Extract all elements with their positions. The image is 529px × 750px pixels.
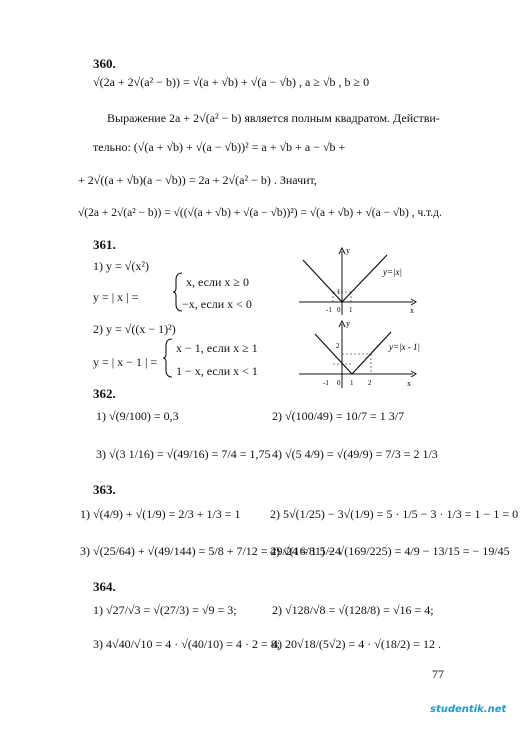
graph2-x-axis: x <box>407 379 411 388</box>
p360-identity: √(2a + 2√(a² − b)) = √(a + √b) + √(a − √b) , a ≥ √b , b ≥ 0 <box>93 75 370 89</box>
p363-expr-1: 1) √(4/9) + √(1/9) = 2/3 + 1/3 = 1 <box>80 507 241 521</box>
graph-abs-x-minus-1 <box>295 318 420 390</box>
graph2-tick-1: 1 <box>350 379 354 387</box>
p364-expr-4: 4) 20√18/(5√2) = 4 · √(18/2) = 12 . <box>272 637 441 651</box>
graph-abs-x <box>295 245 420 317</box>
graph1-tick-0: 0 <box>337 306 341 314</box>
problem-360-number: 360. <box>93 56 116 71</box>
p362-expr-1: 1) √(9/100) = 0,3 <box>96 409 179 423</box>
problem-362-number: 362. <box>93 386 116 401</box>
graph1-label: y=|x| <box>383 267 403 277</box>
p363-expr-3: 3) √(25/64) + √(49/144) = 5/8 + 7/12 = 29/24 = 1 5/24 <box>80 544 341 558</box>
graph2-y-axis: y <box>346 319 350 328</box>
p361-case1a: x, если x ≥ 0 <box>186 275 249 289</box>
problem-364-number: 364. <box>93 579 116 594</box>
problem-361-number: 361. <box>93 237 116 252</box>
graph1-x-axis: x <box>410 306 414 315</box>
p360-proof-2: + 2√((a + √b)(a − √b)) = 2a + 2√(a² − b) . Значит, <box>78 173 317 187</box>
graph2-tick-0: 0 <box>337 379 341 387</box>
p364-expr-2: 2) √128/√8 = √(128/8) = √16 = 4; <box>272 603 434 617</box>
p363-expr-4: 4) √(16/81) − √(169/225) = 4/9 − 13/15 = − 19/45 <box>270 544 510 558</box>
p362-expr-2: 2) √(100/49) = 10/7 = 1 3/7 <box>272 409 405 423</box>
graph2-tick-2: 2 <box>368 379 372 387</box>
p360-statement: Выражение 2a + 2√(a² − b) является полным квадратом. Действи- <box>107 111 440 125</box>
graph2-ytick: 2 <box>336 342 340 350</box>
p362-expr-3: 3) √(3 1/16) = √(49/16) = 7/4 = 1,75 <box>96 447 271 461</box>
graph2-tick-neg1: -1 <box>323 379 329 387</box>
p361-case2b: 1 − x, если x < 1 <box>176 364 258 378</box>
graph1-tick-1: 1 <box>349 306 353 314</box>
p361-part1-def: y = | x | = <box>93 290 139 304</box>
page-number: 77 <box>432 667 444 681</box>
p363-expr-2: 2) 5√(1/25) − 3√(1/9) = 5 · 1/5 − 3 · 1/3 = 1 − 1 = 0 <box>270 507 519 521</box>
p361-case2a: x − 1, если x ≥ 1 <box>176 341 258 355</box>
p360-proof-1: тельно: (√(a + √b) + √(a − √b))² = a + √b + a − √b + <box>93 140 346 154</box>
p364-expr-3: 3) 4√40/√10 = 4 · √(40/10) = 4 · 2 = 8; <box>93 637 281 651</box>
p362-expr-4: 4) √(5 4/9) = √(49/9) = 7/3 = 2 1/3 <box>272 447 438 461</box>
p361-case1b: −x, если x < 0 <box>182 297 252 311</box>
problem-363-number: 363. <box>93 482 116 497</box>
graph1-ytick: 1 <box>337 288 341 296</box>
watermark: studentik.net <box>430 704 507 715</box>
p361-part1: 1) y = √(x²) <box>93 259 149 273</box>
graph1-tick-neg1: -1 <box>326 306 332 314</box>
p361-part2: 2) y = √((x − 1)²) <box>93 322 176 336</box>
p364-expr-1: 1) √27/√3 = √(27/3) = √9 = 3; <box>93 603 237 617</box>
p360-conclusion: √(2a + 2√(a² − b)) = √((√(a + √b) + √(a − √b))²) = √(a + √b) + √(a − √b) , ч.т.д. <box>78 207 442 219</box>
graph2-label: y=|x - 1| <box>389 342 420 352</box>
graph1-y-axis: y <box>346 246 350 255</box>
p361-part2-def: y = | x − 1 | = <box>93 355 158 369</box>
brace-2 <box>162 338 174 378</box>
